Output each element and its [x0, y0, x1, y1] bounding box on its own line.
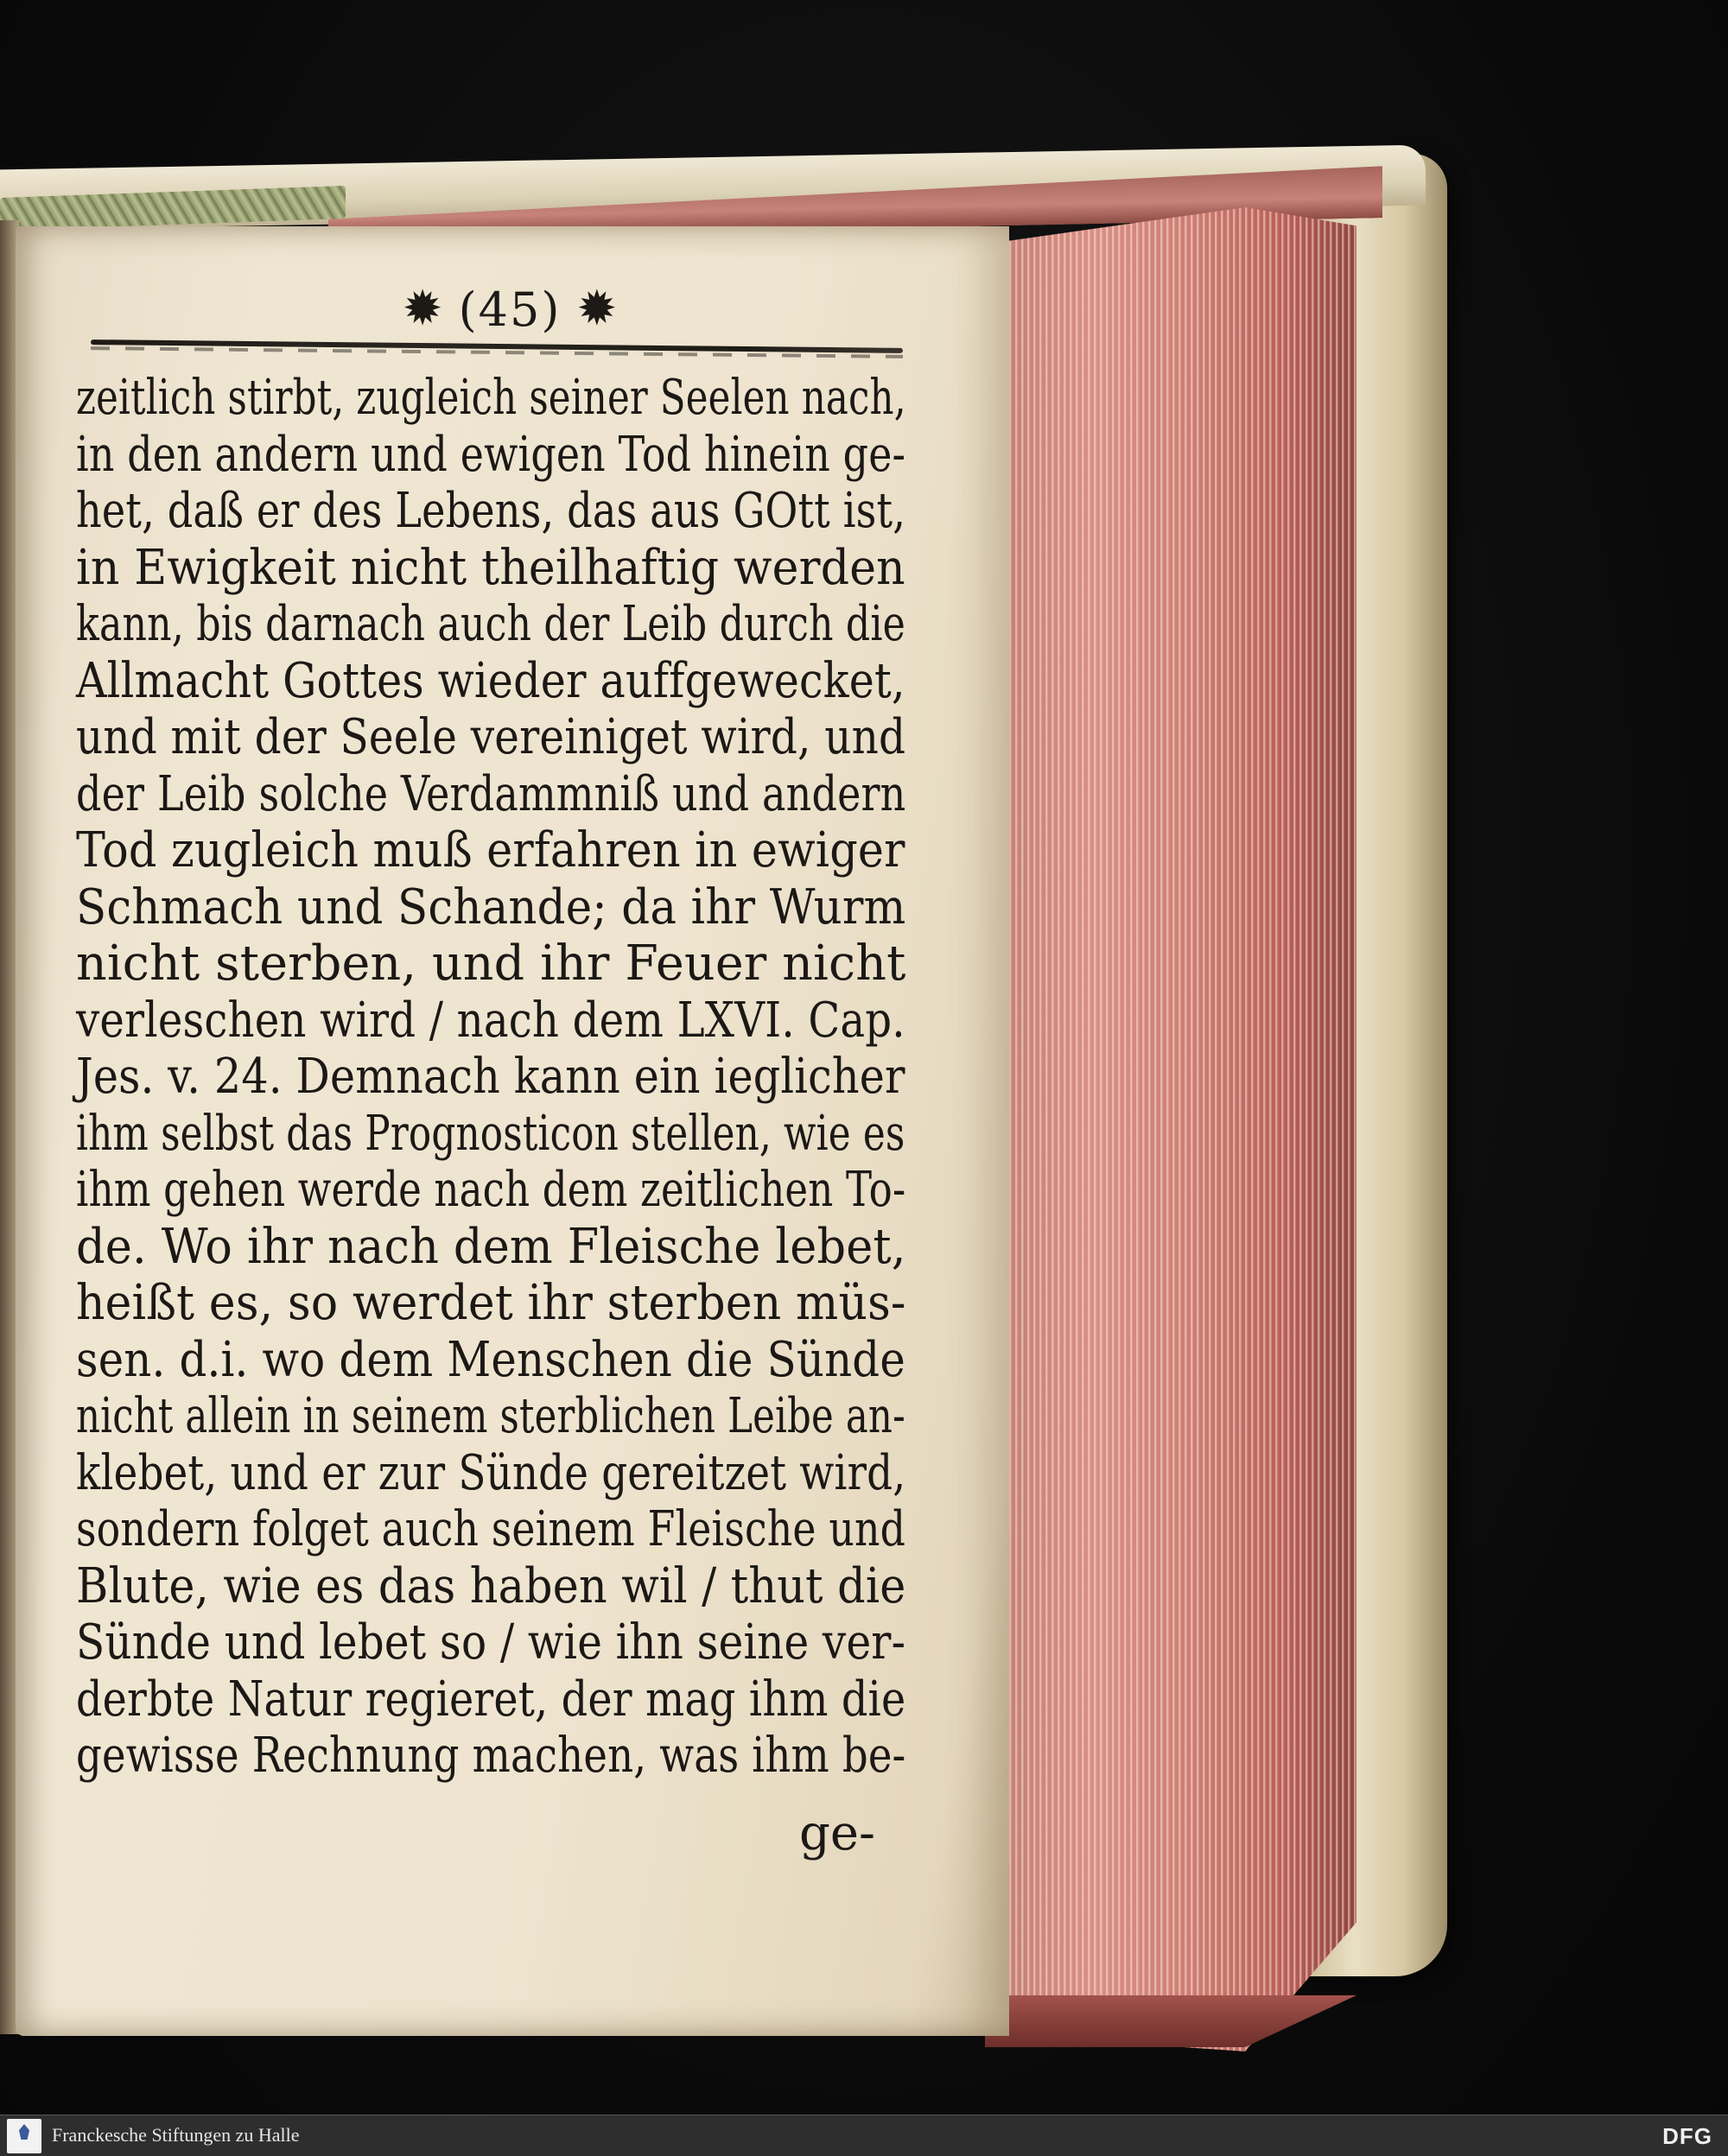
page-fore-edge — [985, 207, 1356, 2051]
text-line: derbte Natur regieret, der mag ihm die — [76, 1671, 906, 1728]
text-line: ihm gehen werde nach dem zeitlichen To- — [76, 1162, 906, 1218]
text-line: in Ewigkeit nicht theilhaftig werden — [76, 539, 905, 596]
viewer-footer — [0, 2115, 1728, 2156]
text-line: ihm selbst das Prognosticon stellen, wie es — [76, 1105, 905, 1162]
text-line: sondern folget auch seinem Fleische und — [76, 1501, 906, 1557]
text-line: het, daß er des Lebens, das aus GOtt ist, — [76, 483, 906, 539]
text-line: Sünde und lebet so / wie ihn seine ver- — [76, 1614, 906, 1671]
text-line: heißt es, so werdet ihr sterben müs- — [76, 1275, 906, 1331]
text-line: Schmach und Schande; da ihr Wurm — [76, 878, 906, 935]
institution-logo-icon[interactable] — [7, 2119, 41, 2153]
text-line: Blute, wie es das haben wil / thut die — [76, 1557, 906, 1614]
text-line: Allmacht Gottes wieder auffgewecket, — [76, 652, 905, 709]
text-line: der Leib solche Verdammniß und andern — [76, 765, 906, 822]
page-block-bottom-edge — [985, 1995, 1356, 2047]
dfg-logo[interactable]: DFG — [1662, 2123, 1712, 2149]
text-line: nicht sterben, und ihr Feuer nicht — [76, 935, 906, 992]
text-line: gewisse Rechnung machen, was ihm be- — [76, 1728, 906, 1784]
catchword: ge- — [799, 1805, 875, 1861]
text-line: Tod zugleich muß erfahren in ewiger — [76, 822, 905, 878]
text-line: kann, bis darnach auch der Leib durch die — [76, 596, 905, 652]
page-number: (45) — [458, 282, 562, 337]
text-line: und mit der Seele vereiniget wird, und — [76, 709, 906, 765]
text-line: verleschen wird / nach dem LXVI. Cap. — [76, 992, 905, 1049]
ornament-right-icon: ✹ — [576, 281, 618, 337]
institution-label[interactable]: Franckesche Stiftungen zu Halle — [52, 2124, 300, 2146]
text-line: sen. d.i. wo dem Menschen die Sünde — [76, 1331, 905, 1388]
text-line: zeitlich stirbt, zugleich seiner Seelen nach, — [76, 370, 906, 426]
ornament-left-icon: ✹ — [402, 281, 443, 337]
text-line: Jes. v. 24. Demnach kann ein ieglicher — [76, 1049, 905, 1105]
text-line: nicht allein in seinem sterblichen Leibe an- — [76, 1388, 905, 1444]
text-line: de. Wo ihr nach dem Fleische lebet, — [76, 1218, 906, 1275]
page-text-block — [76, 370, 905, 1785]
text-line: klebet, und er zur Sünde gereitzet wird, — [76, 1444, 906, 1501]
page-header — [372, 275, 648, 344]
text-line: in den andern und ewigen Tod hinein ge- — [76, 426, 906, 483]
